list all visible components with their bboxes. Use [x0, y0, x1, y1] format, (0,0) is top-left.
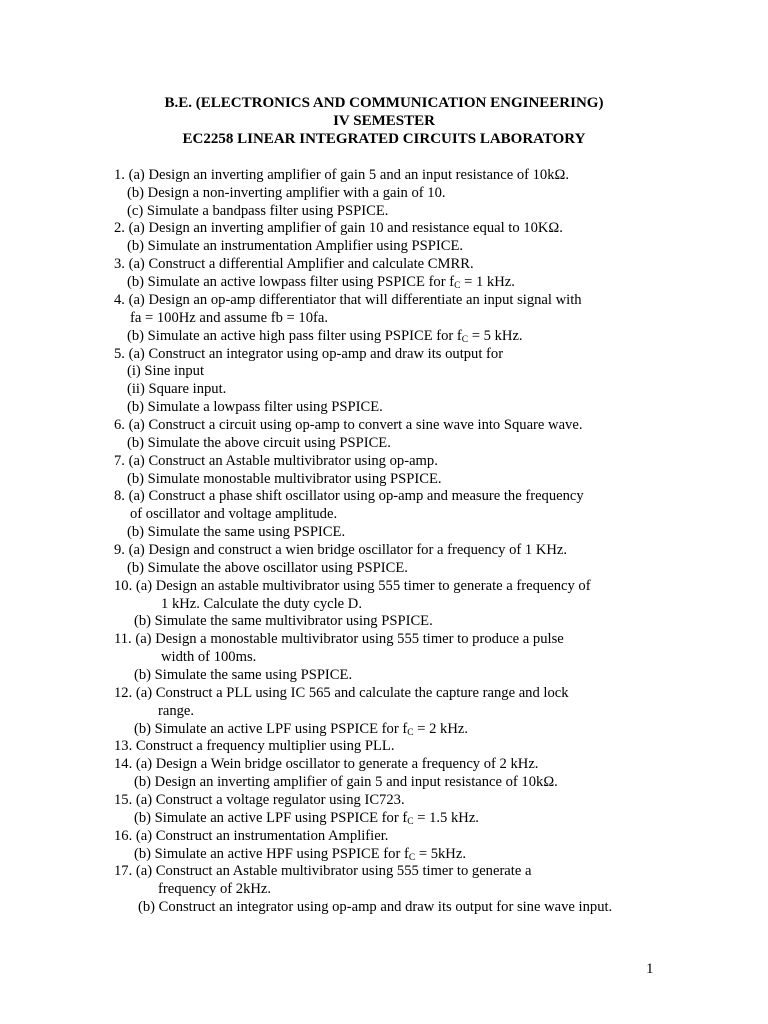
list-item: (i) Sine input — [127, 363, 205, 379]
list-item: 4. (a) Design an op-amp differentiator that will differentiate an input signal with — [114, 292, 582, 308]
page-number: 1 — [646, 961, 654, 977]
list-item: of oscillator and voltage amplitude. — [130, 506, 338, 522]
list-item: 1 kHz. Calculate the duty cycle D. — [161, 596, 362, 612]
list-item: (b) Design a non-inverting amplifier with a gain of 10. — [127, 185, 446, 201]
list-item: (b) Simulate the above circuit using PSPICE. — [127, 435, 391, 451]
list-item: (b) Simulate an active LPF using PSPICE for $f_C = 2$ kHz. — [134, 721, 468, 738]
list-item: (b) Design an inverting amplifier of gain 5 and input resistance of 10kΩ. — [134, 774, 558, 790]
list-item: (b) Simulate the same multivibrator using PSPICE. — [134, 613, 433, 629]
list-item: frequency of 2kHz. — [158, 881, 272, 897]
list-item: (b) Simulate the same using PSPICE. — [134, 667, 353, 683]
degree-heading: B.E. (ELECTRONICS AND COMMUNICATION ENGINEERING) — [164, 95, 604, 111]
list-item: width of 100ms. — [161, 649, 257, 665]
list-item: (b) Simulate monostable multivibrator using PSPICE. — [127, 471, 442, 487]
list-item: 10. (a) Design an astable multivibrator using 555 timer to generate a frequency of — [114, 578, 591, 594]
list-item: (b) Simulate the above oscillator using PSPICE. — [127, 560, 408, 576]
list-item: 5. (a) Construct an integrator using op-amp and draw its output for — [114, 346, 504, 362]
list-item: (b) Simulate an instrumentation Amplifier using PSPICE. — [127, 238, 464, 254]
list-item: 1. (a) Design an inverting amplifier of gain 5 and an input resistance of 10kΩ. — [114, 167, 570, 183]
list-item: (b) Simulate an active lowpass filter using PSPICE for $f_C = 1$ kHz. — [127, 274, 515, 291]
semester-heading: IV SEMESTER — [333, 113, 435, 129]
list-item: (b) Simulate the same using PSPICE. — [127, 524, 346, 540]
list-item: 11. (a) Design a monostable multivibrator using 555 timer to produce a pulse — [114, 631, 564, 647]
list-item: 17. (a) Construct an Astable multivibrator using 555 timer to generate a — [114, 863, 532, 879]
list-item: 16. (a) Construct an instrumentation Amplifier. — [114, 828, 389, 844]
list-item: 6. (a) Construct a circuit using op-amp to convert a sine wave into Square wave. — [114, 417, 583, 433]
list-item: 3. (a) Construct a differential Amplifier and calculate CMRR. — [114, 256, 474, 272]
list-item: (b) Simulate an active high pass filter using PSPICE for $f_C = 5$ kHz. — [127, 328, 523, 345]
list-item: 9. (a) Design and construct a wien bridge oscillator for a frequency of 1 KHz. — [114, 542, 568, 558]
list-item: 15. (a) Construct a voltage regulator using IC723. — [114, 792, 405, 808]
list-item: 2. (a) Design an inverting amplifier of gain 10 and resistance equal to 10KΩ. — [114, 220, 563, 236]
list-item: (b) Simulate an active LPF using PSPICE for $f_C = 1.5$ kHz. — [134, 810, 479, 827]
list-item: 8. (a) Construct a phase shift oscillator using op-amp and measure the frequency — [114, 488, 584, 504]
list-item: fa = 100Hz and assume fb = 10fa. — [130, 310, 329, 326]
list-item: 7. (a) Construct an Astable multivibrator using op-amp. — [114, 453, 438, 469]
list-item: 14. (a) Design a Wein bridge oscillator to generate a frequency of 2 kHz. — [114, 756, 539, 772]
list-item: 12. (a) Construct a PLL using IC 565 and calculate the capture range and lock — [114, 685, 569, 701]
list-item: (c) Simulate a bandpass filter using PSPICE. — [127, 203, 389, 219]
course-heading: EC2258 LINEAR INTEGRATED CIRCUITS LABORATORY — [182, 131, 586, 147]
list-item: 13. Construct a frequency multiplier using PLL. — [114, 738, 395, 754]
list-item: (b) Simulate an active HPF using PSPICE for $f_C = 5kHz$. — [134, 846, 466, 863]
list-item: range. — [158, 703, 195, 719]
list-item: (ii) Square input. — [127, 381, 227, 397]
list-item: (b) Construct an integrator using op-amp and draw its output for sine wave input. — [138, 899, 613, 915]
list-item: (b) Simulate a lowpass filter using PSPICE. — [127, 399, 383, 415]
